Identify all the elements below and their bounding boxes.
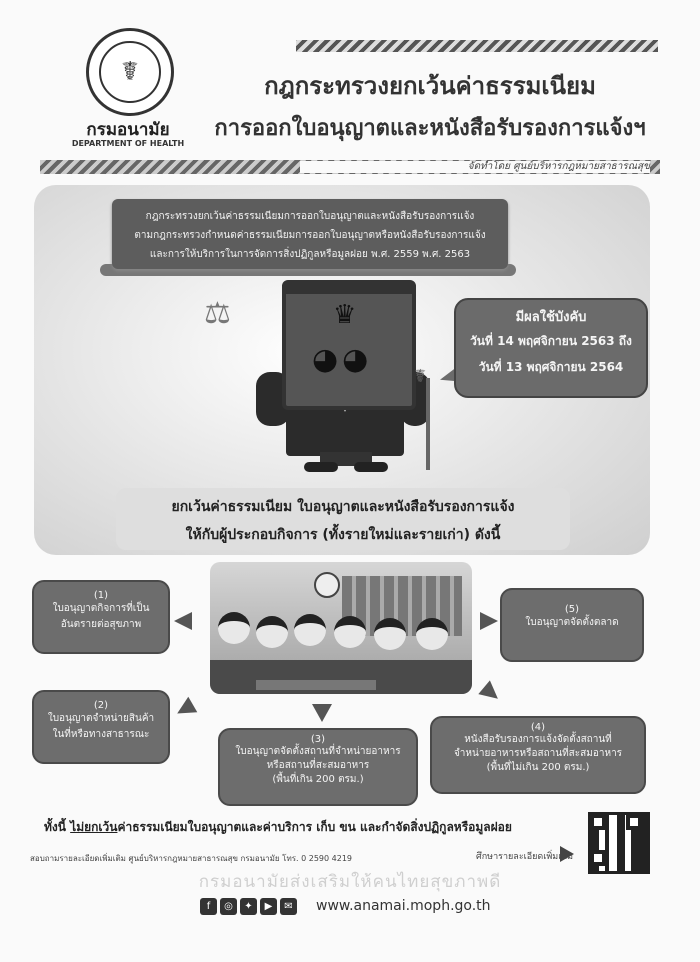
officer-head — [416, 618, 448, 650]
note-underlined: ไม่ยกเว้น — [70, 820, 118, 834]
item-2-street-vendor-license — [32, 690, 170, 764]
item-3-food-premises-license — [218, 728, 418, 806]
scroll-line-2: ตามกฎกระทรวงกำหนดค่าธรรมเนียมการออกใบอนุญาตหรือหนังสือรับรองการแจ้ง — [134, 230, 486, 241]
mascot-left-shoe — [304, 462, 338, 472]
item-text: ใบอนุญาตกิจการที่เป็น — [52, 603, 150, 614]
effective-heading: มีผลใช้บังคับ — [515, 310, 587, 325]
item-text: (พื้นที่ไม่เกิน 200 ตรม.) — [486, 762, 590, 773]
title-line-2: การออกใบอนุญาตและหนังสือรับรองการแจ้งฯ — [214, 116, 646, 141]
item-number: (2) — [93, 700, 109, 711]
caduceus-icon: ☤ — [99, 41, 161, 103]
officer-head — [294, 614, 326, 646]
clock-icon — [314, 572, 340, 598]
officer-head — [256, 616, 288, 648]
item-text: หรือสถานที่สะสมอาหาร — [266, 760, 370, 771]
item-text: ใบอนุญาตจำหน่ายสินค้า — [47, 713, 155, 724]
item-text: หนังสือรับรองการแจ้งจัดตั้งสถานที่ — [464, 734, 612, 745]
learn-more-arrow-icon — [560, 846, 574, 862]
top-hatch-divider — [296, 40, 658, 52]
effective-start-date: วันที่ 14 พฤศจิกายน 2563 ถึง — [470, 334, 632, 348]
ministry-logo — [86, 28, 174, 116]
item-text: ใบอนุญาตจัดตั้งตลาด — [525, 617, 619, 628]
officer-head — [334, 616, 366, 648]
note-rest: ค่าธรรมเนียมใบอนุญาตและค่าบริการ เก็บ ขน และกำจัดสิ่งปฏิกูลหรือมูลฝอย — [117, 820, 512, 834]
effective-end-date: วันที่ 13 พฤศจิกายน 2564 — [478, 360, 624, 374]
arrow-down-right-icon — [478, 680, 503, 705]
book-spine — [286, 284, 412, 294]
facebook-icon[interactable]: f — [200, 898, 217, 915]
exemption-line-1: ยกเว้นค่าธรรมเนียม ใบอนุญาตและหนังสือรับรองการแจ้ง — [171, 499, 515, 515]
item-text: (พื้นที่เกิน 200 ตรม.) — [272, 774, 364, 785]
garuda-emblem-icon: ♛ — [333, 300, 357, 330]
title-line-1: กฎกระทรวงยกเว้นค่าธรรมเนียม — [264, 72, 596, 100]
scroll-line-1: กฎกระทรวงยกเว้นค่าธรรมเนียมการออกใบอนุญาตและหนังสือรับรองการแจ้ง — [145, 211, 475, 222]
item-text: ใบอนุญาตจัดตั้งสถานที่จำหน่ายอาหาร — [235, 746, 401, 757]
exemption-line-2: ให้กับผู้ประกอบกิจการ (ทั้งรายใหม่และรายเก่า) ดังนี้ — [185, 527, 501, 543]
item-number: (5) — [564, 604, 580, 615]
department-name-thai: กรมอนามัย — [86, 120, 170, 140]
law-scroll — [112, 199, 508, 269]
staff-top-icon: ☤ — [414, 366, 427, 387]
justice-scale-icon: ⚖ — [204, 296, 231, 331]
law-book-mascot — [282, 280, 416, 410]
item-text: จำหน่ายอาหารหรือสถานที่สะสมอาหาร — [453, 748, 623, 759]
arrow-left-icon — [174, 612, 192, 630]
learn-more-label: ศึกษารายละเอียดเพิ่มเติม — [476, 852, 574, 862]
mascot-right-shoe — [354, 462, 388, 472]
item-number: (3) — [310, 734, 326, 745]
twitter-icon[interactable]: ✦ — [240, 898, 257, 915]
scroll-line-3: และการให้บริการในการจัดการสิ่งปฏิกูลหรือมูลฝอย พ.ศ. 2559 พ.ศ. 2563 — [149, 249, 471, 260]
officer-head — [374, 618, 406, 650]
item-text: อันตรายต่อสุขภาพ — [60, 619, 142, 630]
qr-finder — [626, 814, 642, 830]
social-icons — [200, 898, 297, 915]
qr-finder — [590, 850, 606, 866]
office-scene-illustration — [210, 562, 472, 694]
arrow-down-icon — [312, 704, 332, 722]
contact-info: สอบถามรายละเอียดเพิ่มเติม ศูนย์บริหารกฎหมายสาธารณสุข กรมอนามัย โทร. 0 2590 4219 — [30, 854, 353, 863]
instagram-icon[interactable]: ◎ — [220, 898, 237, 915]
arrow-right-icon — [480, 612, 498, 630]
item-number: (1) — [93, 590, 109, 601]
slogan: กรมอนามัยส่งเสริมให้คนไทยสุขภาพดี — [198, 872, 502, 892]
item-4-food-premises-notification — [430, 716, 646, 794]
officer-head — [218, 612, 250, 644]
note-prefix: ทั้งนี้ — [44, 820, 71, 834]
item-1-health-hazard-license — [32, 580, 170, 654]
youtube-icon[interactable]: ▶ — [260, 898, 277, 915]
arrow-down-left-icon — [173, 697, 198, 722]
qr-finder — [590, 814, 606, 830]
caduceus-staff — [426, 378, 430, 470]
not-exempt-note — [44, 818, 584, 837]
department-name-english: DEPARTMENT OF HEALTH — [71, 139, 185, 148]
item-5-market-license — [500, 588, 644, 662]
item-number: (4) — [530, 722, 546, 733]
website-link[interactable]: www.anamai.moph.go.th — [316, 898, 491, 914]
mascot-face-icon: ◕◕ — [312, 342, 373, 377]
counter-sign — [256, 680, 376, 690]
made-by-credit: จัดทำโดย ศูนย์บริหารกฎหมายสาธารณสุข — [300, 161, 650, 173]
item-text: ในที่หรือทางสาธารณะ — [52, 729, 150, 740]
line-icon[interactable]: ✉ — [280, 898, 297, 915]
